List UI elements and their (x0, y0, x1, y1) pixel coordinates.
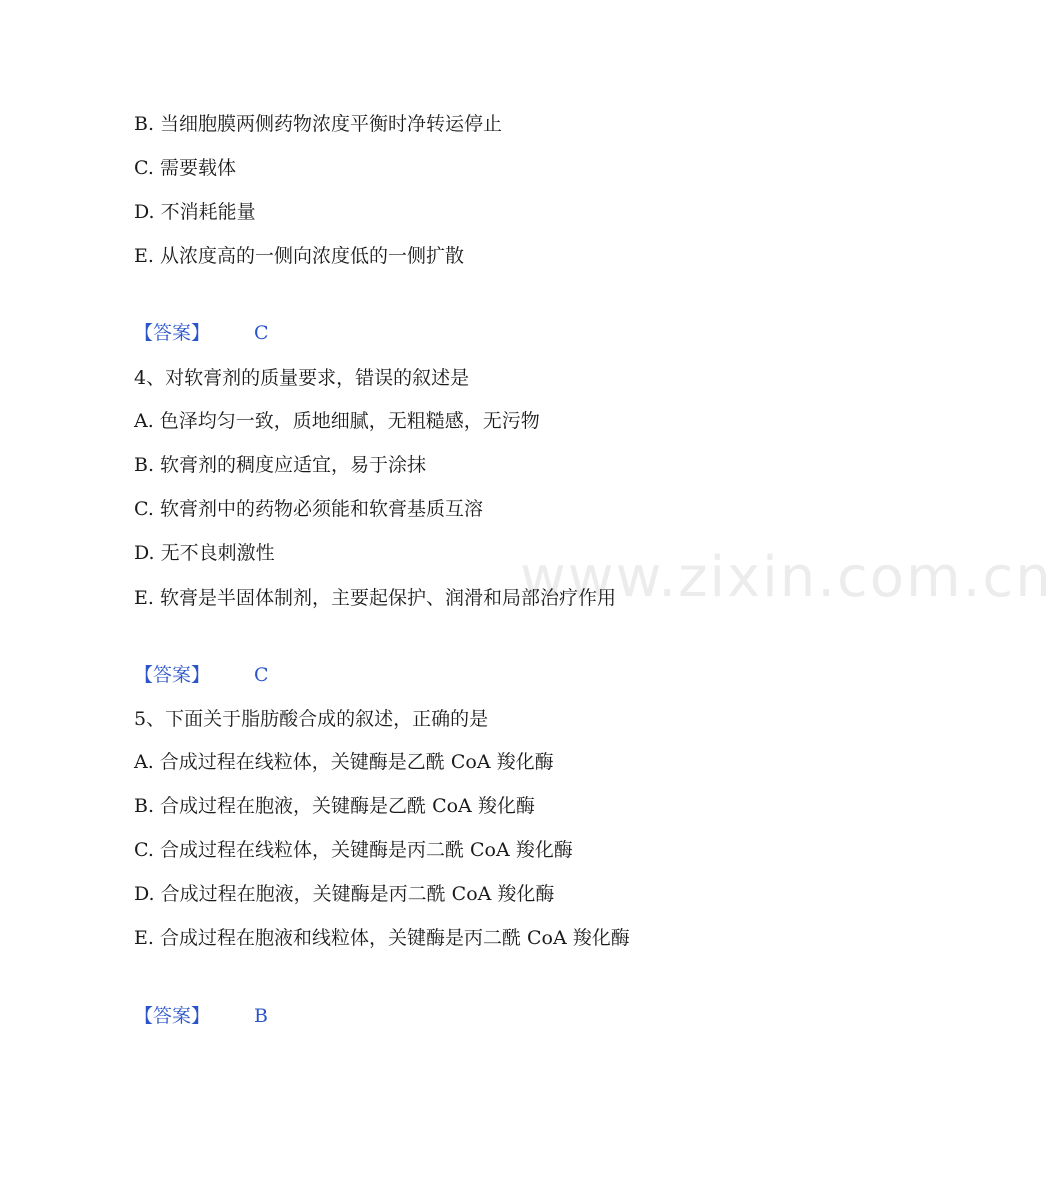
q4-option-a: A. 色泽均匀一致，质地细腻，无粗糙感，无污物 (134, 410, 540, 432)
q4-answer (134, 662, 269, 688)
q4-option-c: C. 软膏剂中的药物必须能和软膏基质互溶 (134, 498, 483, 520)
q5-option-d: D. 合成过程在胞液，关键酶是丙二酰 CoA 羧化酶 (134, 883, 555, 905)
answer-label: 【答案】 (134, 1005, 211, 1027)
q4-option-e: E. 软膏是半固体制剂，主要起保护、润滑和局部治疗作用 (134, 587, 616, 609)
q5-answer (134, 1003, 268, 1029)
q5-option-c: C. 合成过程在线粒体，关键酶是丙二酰 CoA 羧化酶 (134, 839, 573, 861)
answer-value: C (254, 664, 269, 686)
q3-option-b: B. 当细胞膜两侧药物浓度平衡时净转运停止 (134, 113, 503, 135)
watermark: www.zixin.com.cn (520, 545, 1053, 610)
q4-stem: 4、对软膏剂的质量要求，错误的叙述是 (134, 367, 470, 389)
q3-option-c: C. 需要载体 (134, 157, 236, 179)
q3-option-e: E. 从浓度高的一侧向浓度低的一侧扩散 (134, 245, 464, 267)
answer-value: C (254, 322, 269, 344)
q4-option-b: B. 软膏剂的稠度应适宜，易于涂抹 (134, 454, 427, 476)
answer-label: 【答案】 (134, 664, 211, 686)
answer-label: 【答案】 (134, 322, 211, 344)
q3-answer (134, 320, 269, 346)
q3-option-d: D. 不消耗能量 (134, 201, 256, 223)
q5-option-b: B. 合成过程在胞液，关键酶是乙酰 CoA 羧化酶 (134, 795, 535, 817)
answer-value: B (254, 1005, 268, 1027)
q4-option-d: D. 无不良刺激性 (134, 542, 275, 564)
q5-stem: 5、下面关于脂肪酸合成的叙述，正确的是 (134, 708, 489, 730)
q5-option-e: E. 合成过程在胞液和线粒体，关键酶是丙二酰 CoA 羧化酶 (134, 927, 630, 949)
q5-option-a: A. 合成过程在线粒体，关键酶是乙酰 CoA 羧化酶 (134, 751, 554, 773)
